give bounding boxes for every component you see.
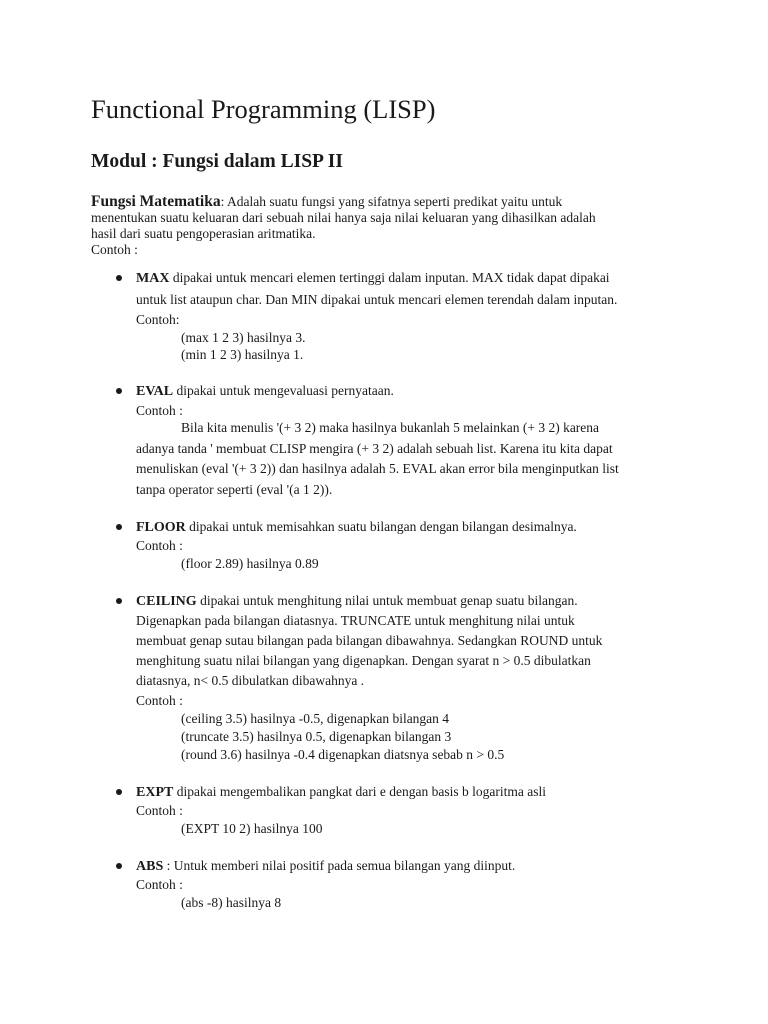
item-desc: dipakai untuk menghitung nilai untuk membuat genap suatu bilangan. [196, 593, 578, 608]
bullet-icon [116, 863, 122, 869]
intro-lead: : Adalah suatu fungsi yang sifatnya seperti predikat yaitu untuk [220, 194, 563, 209]
item-desc: dipakai mengembalikan pangkat dari e dengan basis b logaritma asli [173, 784, 546, 799]
module-subtitle: Modul : Fungsi dalam LISP II [91, 151, 343, 172]
intro-line-3: hasil dari suatu pengoperasian aritmatika. [91, 226, 316, 241]
bullet-icon [116, 789, 122, 795]
intro-line-2: menentukan suatu keluaran dari sebuah nilai hanya saja nilai keluaran yang dihasilkan adalah [91, 210, 596, 225]
item-desc-line-1 [136, 782, 546, 802]
item-desc-line-1 [136, 856, 515, 876]
item-contoh: Contoh : [136, 403, 183, 418]
item-keyword: ABS [136, 859, 164, 874]
item-example: (max 1 2 3) hasilnya 3. [181, 330, 306, 345]
bullet-icon [116, 275, 122, 281]
item-contoh: Contoh : [136, 693, 183, 708]
item-example: (round 3.6) hasilnya -0.4 digenapkan diatsnya sebab n > 0.5 [181, 747, 505, 762]
intro-contoh: Contoh : [91, 242, 138, 257]
item-example: (min 1 2 3) hasilnya 1. [181, 347, 304, 362]
item-keyword: MAX [136, 271, 170, 286]
item-contoh: Contoh: [136, 312, 180, 327]
item-desc-line-2: untuk list ataupun char. Dan MIN dipakai untuk mencari elemen terendah dalam inputan. [136, 292, 618, 307]
item-contoh: Contoh : [136, 803, 183, 818]
item-desc-line-1 [136, 381, 394, 401]
item-desc-line-1 [136, 268, 610, 288]
item-desc-line-2: Digenapkan pada bilangan diatasnya. TRUNCATE untuk menghitung nilai untuk [136, 613, 575, 628]
item-desc-line-1 [136, 517, 577, 537]
bullet-icon [116, 388, 122, 394]
intro-term: Fungsi Matematika [91, 193, 221, 210]
item-example: (abs -8) hasilnya 8 [181, 895, 282, 910]
item-explanation-line-4: tanpa operator seperti (eval '(a 1 2)). [136, 482, 333, 497]
item-keyword: EXPT [136, 785, 174, 800]
item-desc: dipakai untuk mencari elemen tertinggi dalam inputan. MAX tidak dapat dipakai [169, 270, 610, 285]
item-example: (ceiling 3.5) hasilnya -0.5, digenapkan bilangan 4 [181, 711, 450, 726]
bullet-icon [116, 598, 122, 604]
document-title: Functional Programming (LISP) [91, 94, 436, 124]
item-contoh: Contoh : [136, 538, 183, 553]
item-desc: dipakai untuk mengevaluasi pernyataan. [173, 383, 394, 398]
item-explanation-line-3: menuliskan (eval '(+ 3 2)) dan hasilnya adalah 5. EVAL akan error bila menginputkan list [136, 461, 619, 476]
item-explanation-line-2: adanya tanda ' membuat CLISP mengira (+ 3 2) adalah sebuah list. Karena itu kita dapat [136, 441, 613, 456]
item-keyword: CEILING [136, 594, 197, 609]
item-explanation-line-1: Bila kita menulis '(+ 3 2) maka hasilnya bukanlah 5 melainkan (+ 3 2) karena [181, 420, 600, 435]
item-desc-line-1 [136, 591, 578, 611]
bullet-icon [116, 524, 122, 530]
item-desc-line-4: menghitung suatu nilai bilangan yang digenapkan. Dengan syarat n > 0.5 dibulatkan [136, 653, 591, 668]
item-keyword: EVAL [136, 384, 174, 399]
item-keyword: FLOOR [136, 520, 186, 535]
item-desc: dipakai untuk memisahkan suatu bilangan dengan bilangan desimalnya. [185, 519, 577, 534]
item-desc: : Untuk memberi nilai positif pada semua bilangan yang diinput. [163, 858, 516, 873]
item-example: (EXPT 10 2) hasilnya 100 [181, 821, 323, 836]
item-desc-line-3: membuat genap sutau bilangan pada bilangan dibawahnya. Sedangkan ROUND untuk [136, 633, 603, 648]
item-contoh: Contoh : [136, 877, 183, 892]
item-example: (floor 2.89) hasilnya 0.89 [181, 556, 319, 571]
item-example: (truncate 3.5) hasilnya 0.5, digenapkan bilangan 3 [181, 729, 452, 744]
item-desc-line-5: diatasnya, n< 0.5 dibulatkan dibawahnya . [136, 673, 365, 688]
